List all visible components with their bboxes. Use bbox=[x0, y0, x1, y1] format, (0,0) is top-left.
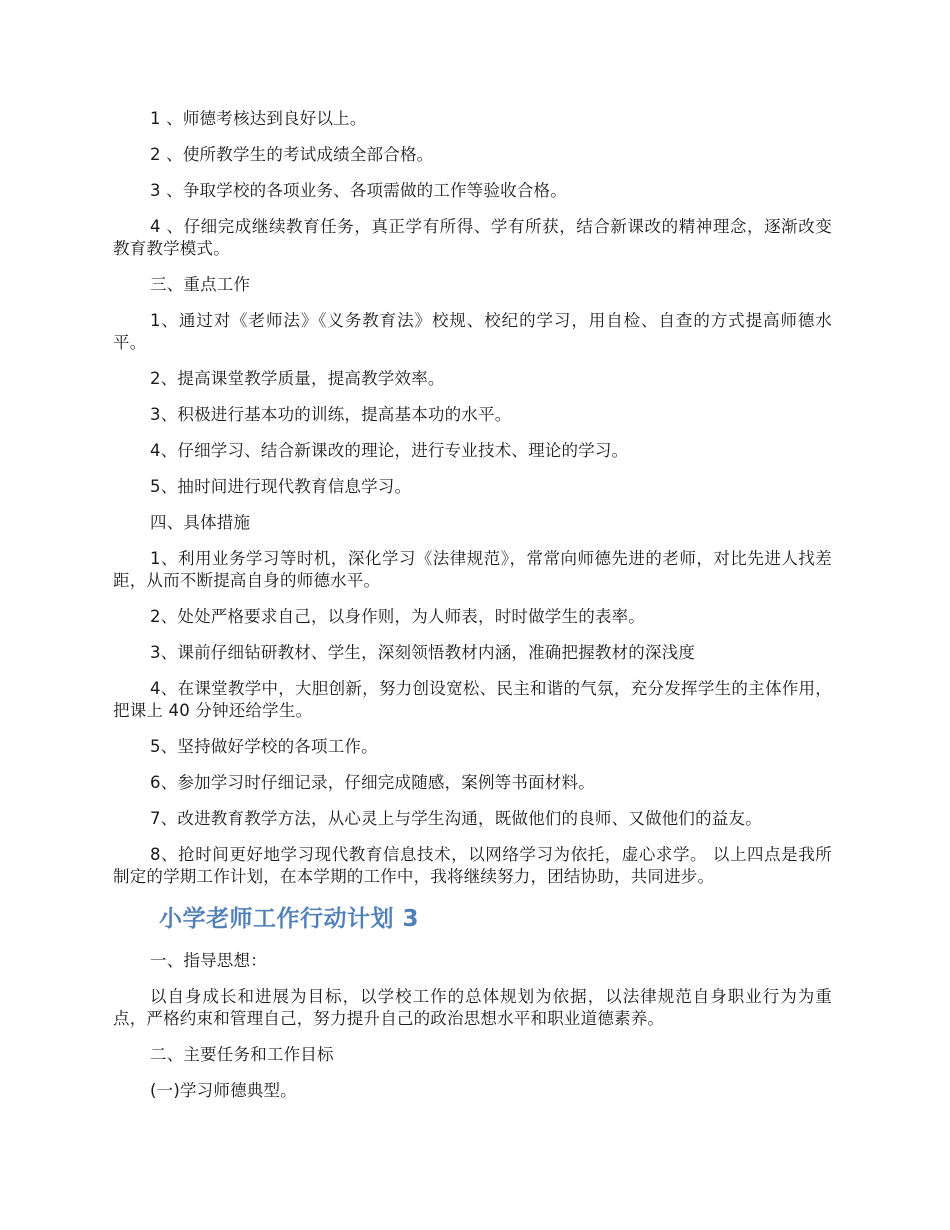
paragraph-key-work-3: 3、积极进行基本功的训练，提高基本功的水平。 bbox=[150, 405, 512, 424]
paragraph-measure-7: 7、改进教育教学方法，从心灵上与学生沟通，既做他们的良师、又做他们的益友。 bbox=[150, 809, 762, 828]
paragraph-key-work-4: 4、仔细学习、结合新课改的理论，进行专业技术、理论的学习。 bbox=[150, 441, 629, 460]
section-title-guiding-ideology: 一、指导思想： bbox=[150, 951, 267, 970]
paragraph-measure-1: 1、利用业务学习等时机，深化学习《法律规范》，常常向师德先进的老师，对比先进人找差距，从而不断提高自身的师德水平。 bbox=[113, 549, 832, 590]
section-title-measures: 四、具体措施 bbox=[150, 513, 251, 532]
paragraph-task-1: (一)学习师德典型。 bbox=[150, 1081, 297, 1100]
paragraph-measure-2: 2、处处严格要求自己，以身作则，为人师表，时时做学生的表率。 bbox=[150, 607, 645, 626]
paragraph-measure-4: 4、在课堂教学中，大胆创新，努力创设宽松、民主和谐的气氛，充分发挥学生的主体作用，把课上 40 分钟还给学生。 bbox=[113, 679, 832, 720]
section-title-main-tasks: 二、主要任务和工作目标 bbox=[150, 1045, 334, 1064]
document-heading: 小学老师工作行动计划 3 bbox=[159, 906, 420, 932]
paragraph-goal-2: 2 、使所教学生的考试成绩全部合格。 bbox=[150, 145, 434, 164]
section-title-key-work: 三、重点工作 bbox=[150, 275, 251, 294]
paragraph-goal-3: 3 、争取学校的各项业务、各项需做的工作等验收合格。 bbox=[150, 181, 567, 200]
paragraph-key-work-1: 1、通过对《老师法》《义务教育法》校规、校纪的学习，用自检、自查的方式提高师德水平。 bbox=[113, 311, 832, 352]
paragraph-goal-1: 1 、师德考核达到良好以上。 bbox=[150, 109, 367, 128]
paragraph-goal-4: 4 、仔细完成继续教育任务，真正学有所得、学有所获，结合新课改的精神理念，逐渐改变教育教学模式。 bbox=[113, 217, 832, 258]
paragraph-measure-6: 6、参加学习时仔细记录，仔细完成随感，案例等书面材料。 bbox=[150, 773, 595, 792]
paragraph-guiding-ideology: 以自身成长和进展为目标，以学校工作的总体规划为依据，以法律规范自身职业行为为重点，严格约束和管理自己，努力提升自己的政治思想水平和职业道德素养。 bbox=[113, 987, 832, 1028]
paragraph-measure-3: 3、课前仔细钻研教材、学生，深刻领悟教材内涵，准确把握教材的深浅度 bbox=[150, 643, 696, 662]
paragraph-measure-8: 8、抢时间更好地学习现代教育信息技术，以网络学习为依托，虚心求学。 以上四点是我所制定的学期工作计划，在本学期的工作中，我将继续努力，团结协助，共同进步。 bbox=[113, 845, 832, 886]
paragraph-key-work-2: 2、提高课堂教学质量，提高教学效率。 bbox=[150, 369, 445, 388]
paragraph-key-work-5: 5、抽时间进行现代教育信息学习。 bbox=[150, 477, 412, 496]
paragraph-measure-5: 5、坚持做好学校的各项工作。 bbox=[150, 737, 378, 756]
